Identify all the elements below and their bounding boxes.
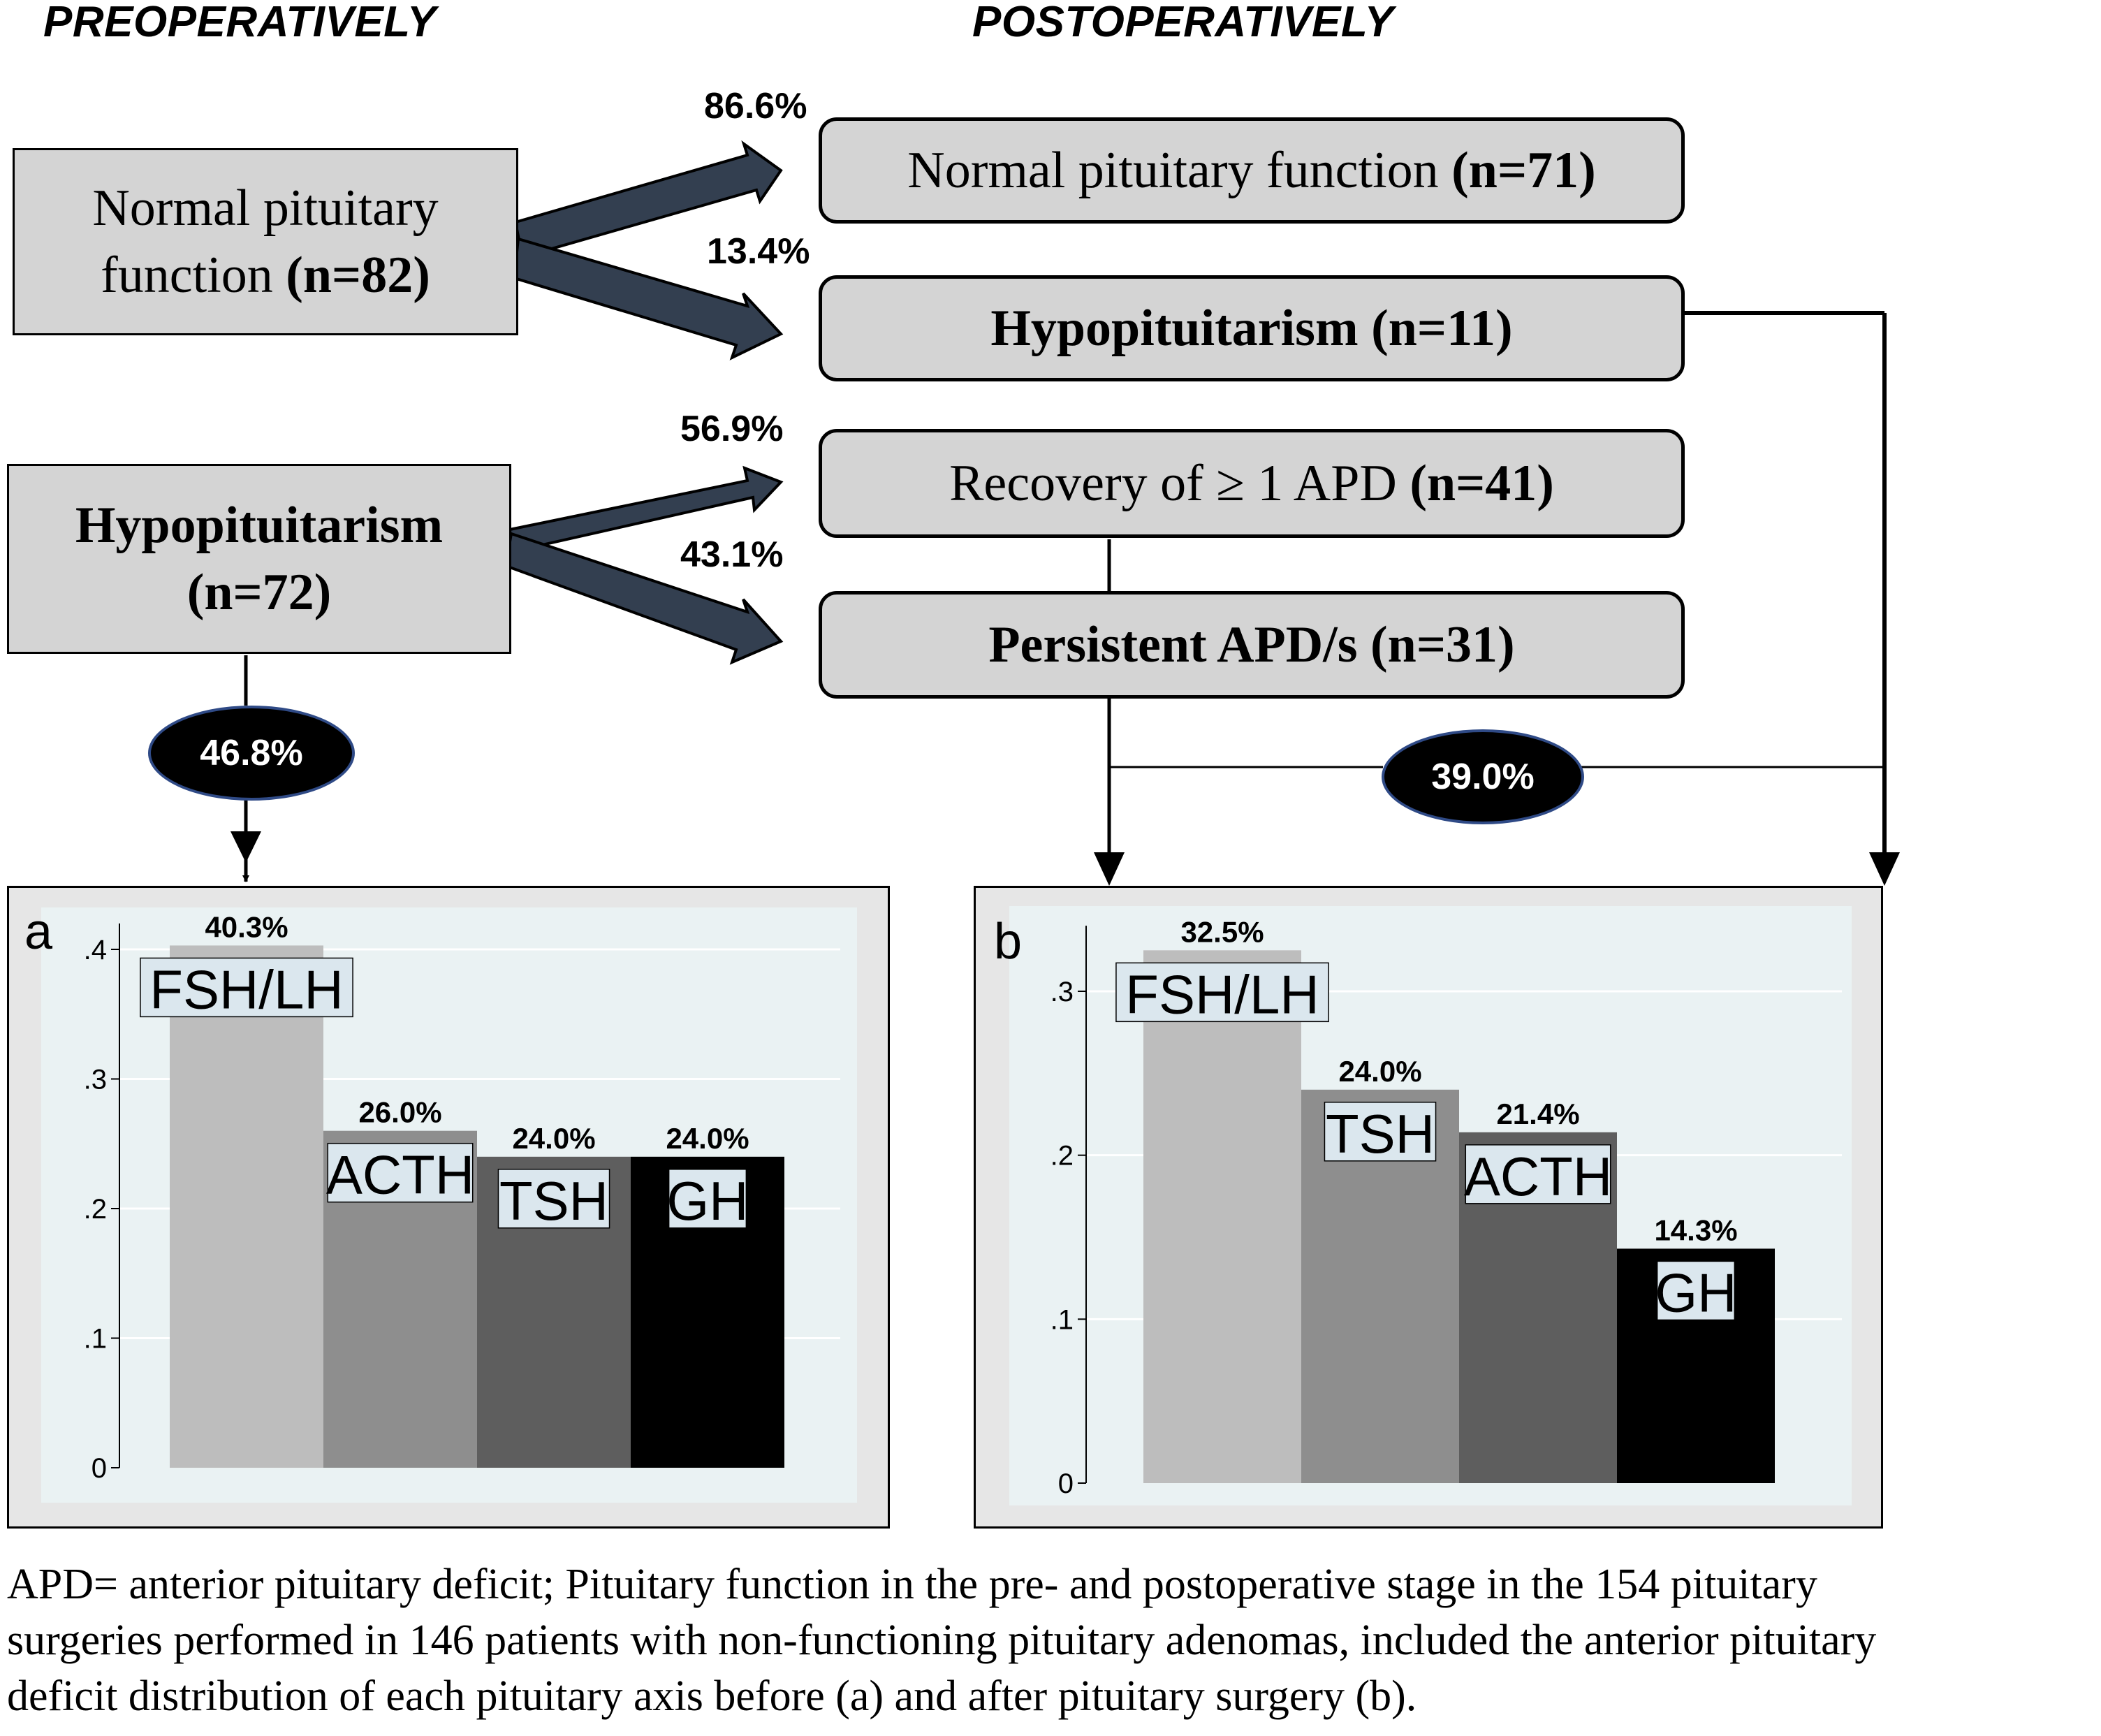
pct-hypo-to-recovery: 56.9%: [680, 409, 784, 449]
chart-panel-a: [7, 886, 890, 1529]
y-tick-label: .1: [1050, 1304, 1074, 1336]
y-tick-label: .4: [83, 935, 107, 965]
y-tick-label: .1: [83, 1323, 107, 1355]
bar-value-label: 40.3%: [205, 910, 288, 944]
pre-hypopituitarism-box: [7, 464, 511, 654]
figure-caption: [7, 1556, 2095, 1724]
bar-value-label: 24.0%: [1338, 1054, 1422, 1088]
y-tick-label: 0: [1057, 1468, 1074, 1499]
bar-value-label: 21.4%: [1496, 1097, 1580, 1130]
bar-value-label: 24.0%: [666, 1121, 749, 1155]
category-label: GH: [1655, 1262, 1737, 1324]
preoperatively-header: PREOPERATIVELY: [43, 0, 437, 46]
post-persistent-box: [819, 591, 1685, 699]
postoperatively-header: POSTOPERATIVELY: [972, 0, 1394, 46]
bar-value-label: 32.5%: [1180, 915, 1264, 949]
category-label: ACTH: [325, 1144, 475, 1206]
panel-letter-a: a: [24, 904, 53, 960]
bar-chart-b: [976, 888, 1885, 1531]
oval-post-39-0: 39.0%: [1382, 729, 1584, 824]
pre-hypo-line1: Hypopituitarism: [75, 497, 444, 554]
pre-hypo-count: (n=72): [186, 564, 332, 621]
caption-line-2: surgeries performed in 146 patients with non-functioning pituitary adenomas, included the anterior pituitary: [7, 1617, 1877, 1664]
post-recovery-box: [819, 429, 1685, 538]
bar-value-label: 26.0%: [358, 1095, 442, 1129]
category-label: TSH: [1326, 1102, 1435, 1165]
bar-fsh-lh: [170, 945, 323, 1468]
category-label: FSH/LH: [149, 958, 344, 1021]
y-tick-label: .3: [83, 1064, 107, 1095]
panel-letter-b: b: [994, 914, 1023, 970]
post-normal-function-box: [819, 117, 1685, 224]
post-recovery-text: Recovery of ≥ 1 APD: [949, 455, 1410, 512]
y-tick-label: .2: [1050, 1140, 1074, 1172]
pre-normal-count: (n=82): [286, 247, 430, 304]
pct-hypo-to-persistent: 43.1%: [680, 534, 784, 575]
pct-normal-to-normal: 86.6%: [704, 86, 807, 126]
category-label: TSH: [499, 1169, 608, 1232]
bar-chart-a: [9, 888, 892, 1531]
chart-panel-b: [974, 886, 1883, 1529]
y-tick-label: .2: [83, 1194, 107, 1225]
category-label: FSH/LH: [1125, 963, 1319, 1026]
pre-normal-line2: function: [101, 247, 286, 304]
bar-value-label: 24.0%: [512, 1121, 596, 1155]
bar-fsh-lh: [1143, 950, 1301, 1483]
oval-pre-46-8: 46.8%: [148, 706, 355, 801]
category-label: GH: [666, 1169, 749, 1232]
y-tick-label: 0: [91, 1453, 107, 1484]
caption-line-1: APD= anterior pituitary deficit; Pituitary function in the pre- and postoperative stage in the 154 pituitary: [7, 1561, 1817, 1608]
post-normal-text: Normal pituitary function: [907, 142, 1452, 199]
post-normal-count: (n=71): [1451, 142, 1596, 199]
pct-normal-to-hypo: 13.4%: [707, 231, 810, 272]
pre-normal-line1: Normal pituitary: [92, 180, 439, 237]
category-label: ACTH: [1463, 1145, 1613, 1207]
pre-normal-function-box: [13, 148, 518, 335]
bar-value-label: 14.3%: [1654, 1213, 1738, 1247]
post-persistent-text: Persistent APD/s (n=31): [988, 616, 1515, 673]
post-recovery-count: (n=41): [1410, 455, 1554, 512]
post-hypopituitarism-box: [819, 275, 1685, 381]
y-tick-label: .3: [1050, 977, 1074, 1007]
post-hypo-text: Hypopituitarism (n=11): [990, 300, 1513, 357]
caption-line-3: deficit distribution of each pituitary axis before (a) and after pituitary surgery (b).: [7, 1672, 1417, 1720]
